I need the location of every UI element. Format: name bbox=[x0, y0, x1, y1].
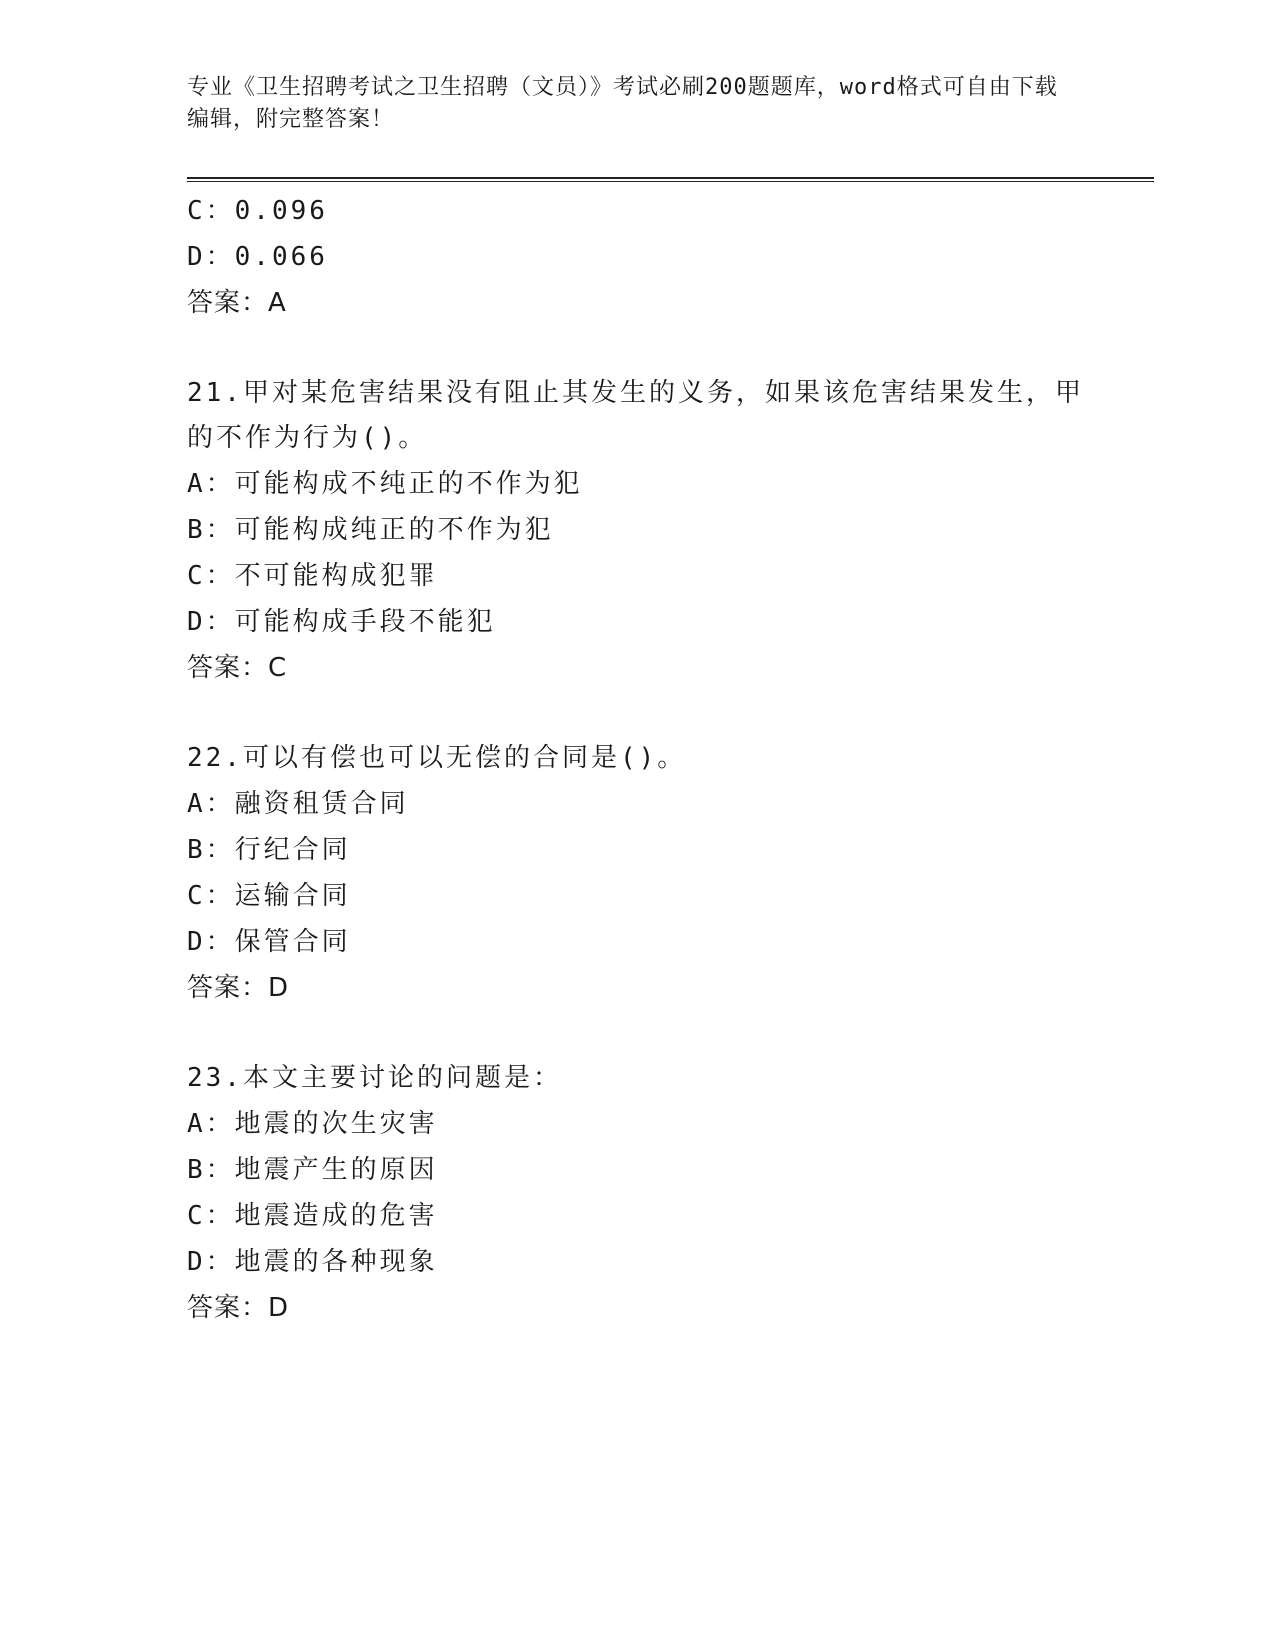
header-divider bbox=[187, 177, 1154, 182]
document-body bbox=[187, 188, 1087, 1331]
answer-line: 答案：A bbox=[187, 288, 287, 318]
option-a: A：可能构成不纯正的不作为犯 bbox=[187, 469, 583, 499]
question-23 bbox=[187, 1056, 1087, 1331]
question-stem: 21.甲对某危害结果没有阻止其发生的义务，如果该危害结果发生，甲的不作为行为()。 bbox=[187, 378, 1084, 453]
option-c: C：地震造成的危害 bbox=[187, 1201, 438, 1231]
option-c: C：不可能构成犯罪 bbox=[187, 561, 438, 591]
question-stem: 22.可以有偿也可以无偿的合同是()。 bbox=[187, 743, 687, 773]
option-a: A：融资租赁合同 bbox=[187, 789, 409, 819]
option-d: D：0.066 bbox=[187, 242, 328, 272]
option-d: D：地震的各种现象 bbox=[187, 1247, 438, 1277]
answer-line: 答案：D bbox=[187, 973, 290, 1003]
answer-line: 答案：D bbox=[187, 1293, 290, 1323]
option-d: D：保管合同 bbox=[187, 927, 351, 957]
answer-line: 答案：C bbox=[187, 653, 288, 683]
option-b: B：行纪合同 bbox=[187, 835, 351, 865]
option-c: C：运输合同 bbox=[187, 881, 351, 911]
option-a: A：地震的次生灾害 bbox=[187, 1109, 438, 1139]
document-header: 专业《卫生招聘考试之卫生招聘（文员）》考试必刷200题题库，word格式可自由下载编辑，附完整答案！ bbox=[187, 75, 1058, 132]
option-b: B：可能构成纯正的不作为犯 bbox=[187, 515, 554, 545]
question-21 bbox=[187, 371, 1087, 691]
previous-question-tail bbox=[187, 188, 1087, 326]
option-c: C：0.096 bbox=[187, 196, 328, 226]
question-stem: 23.本文主要讨论的问题是： bbox=[187, 1063, 562, 1093]
option-d: D：可能构成手段不能犯 bbox=[187, 607, 496, 637]
question-22 bbox=[187, 736, 1087, 1011]
option-b: B：地震产生的原因 bbox=[187, 1155, 438, 1185]
